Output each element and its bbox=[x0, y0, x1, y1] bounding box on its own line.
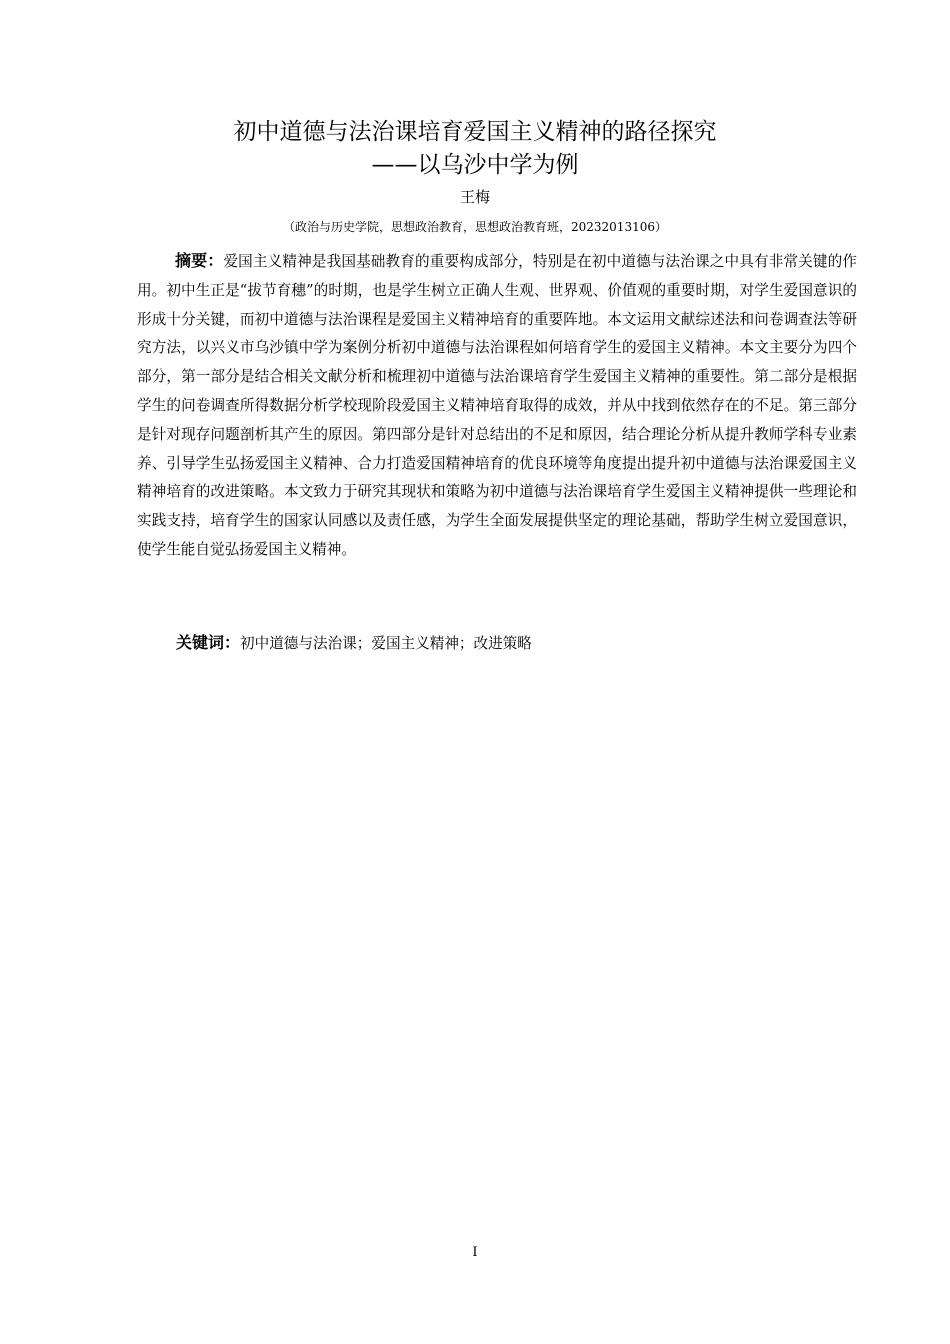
page-number: I bbox=[472, 1245, 478, 1260]
abstract-label: 摘要： bbox=[175, 251, 224, 270]
paper-title: 初中道德与法治课培育爱国主义精神的路径探究 bbox=[233, 119, 717, 145]
abstract-text: 爱国主义精神是我国基础教育的重要构成部分，特别是在初中道德与法治课之中具有非常关键的作用。初中生正是“拔节育穗”的时期，也是学生树立正确人生观、世界观、价值观的重要时期，对学生爱国意识的形成十分关键，而初中道德与法治课程是爱国主义精神培育的重要阵地。本文运用文献综述法和问卷调查法等研究方法，以兴义市乌沙镇中学为案例分析初中道德与法治课程如何培育学生的爱国主义精神。本文主要分为四个部分，第一部分是结合相关文献分析和梳理初中道德与法治课培育学生爱国主义精神的重要性。第二部分是根据学生的问卷调查所得数据分析学校现阶段爱国主义精神培育取得的成效，并从中找到依然存在的不足。第三部分是针对现存问题剖析其产生的原因。第四部分是针对总结出的不足和原因，结合理论分析从提升教师学科专业素养、引导学生弘扬爱国主义精神、合力打造爱国精神培育的优良环境等角度提出提升初中道德与法治课爱国主义精神培育的改进策略。本文致力于研究其现状和策略为初中道德与法治课培育学生爱国主义精神提供一些理论和实践支持，培育学生的国家认同感以及责任感，为学生全面发展提供坚定的理论基础，帮助学生树立爱国意识，使学生能自觉弘扬爱国主义精神。 bbox=[137, 253, 857, 558]
author-name: 王梅 bbox=[459, 188, 490, 206]
abstract-paragraph bbox=[137, 247, 857, 565]
keywords-label: 关键词： bbox=[176, 633, 241, 652]
keywords-line bbox=[176, 629, 876, 658]
paper-subtitle: ——以乌沙中学为例 bbox=[371, 152, 579, 178]
keywords-text: 初中道德与法治课；爱国主义精神；改进策略 bbox=[240, 635, 532, 652]
author-affiliation: （政治与历史学院，思想政治教育，思想政治教育班，20232013106） bbox=[283, 220, 667, 234]
